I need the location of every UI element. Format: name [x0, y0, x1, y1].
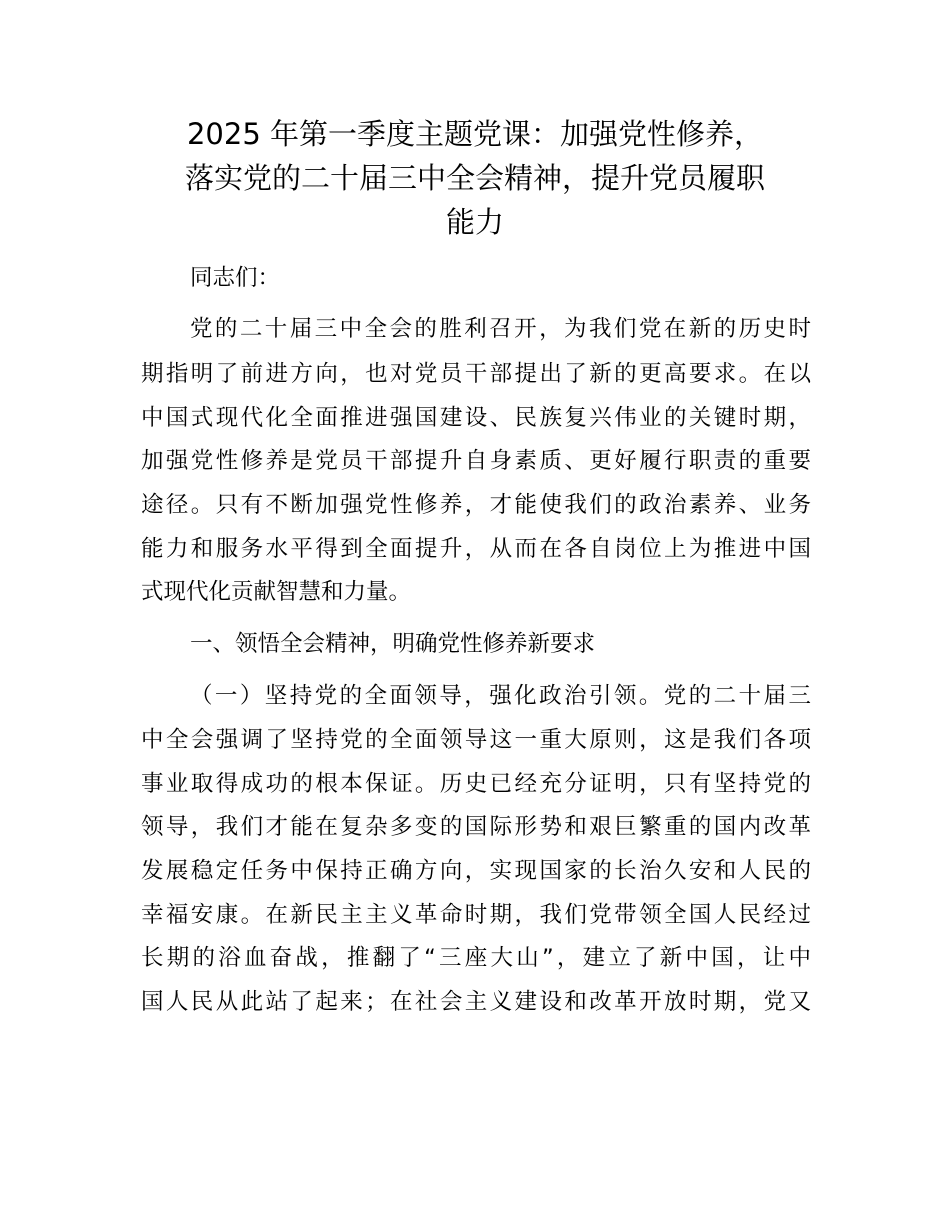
paragraph-line: 期指明了前进方向，也对党员干部提出了新的更高要求。在以	[141, 361, 811, 387]
title-line-3: 能力	[445, 205, 504, 239]
salutation: 同志们：	[190, 265, 281, 291]
paragraph-line: 中国式现代化全面推进强国建设、民族复兴伟业的关键时期，	[141, 405, 811, 431]
paragraph-line: 式现代化贡献智慧和力量。	[141, 579, 412, 605]
document-title	[140, 112, 810, 244]
subsection-line: 国人民从此站了起来；在社会主义建设和改革开放时期，党又	[141, 989, 811, 1015]
title-line-2: 落实党的二十届三中全会精神，提升党员履职	[184, 161, 765, 195]
subsection-line: 发展稳定任务中保持正确方向，实现国家的长治久安和人民的	[141, 858, 811, 884]
title-line-1: 2025 年第一季度主题党课：加强党性修养，	[186, 117, 764, 151]
subsection-line: 幸福安康。在新民主主义革命时期，我们党带领全国人民经过	[141, 902, 811, 928]
paragraph-line: 党的二十届三中全会的胜利召开，为我们党在新的历史时	[190, 316, 811, 342]
paragraph-line: 途径。只有不断加强党性修养，才能使我们的政治素养、业务	[141, 492, 811, 518]
subsection-line: 领导，我们才能在复杂多变的国际形势和艰巨繁重的国内改革	[141, 814, 811, 840]
paragraph-line: 能力和服务水平得到全面提升，从而在各自岗位上为推进中国	[141, 536, 811, 562]
section-heading: 一、领悟全会精神，明确党性修养新要求	[190, 631, 596, 657]
paragraph-line: 加强党性修养是党员干部提升自身素质、更好履行职责的重要	[141, 448, 811, 474]
subsection-line: 长期的浴血奋战，推翻了“三座大山”，建立了新中国，让中	[141, 945, 811, 971]
subsection-line: （一）坚持党的全面领导，强化政治引领。党的二十届三	[190, 683, 811, 709]
subsection-line: 事业取得成功的根本保证。历史已经充分证明，只有坚持党的	[141, 771, 811, 797]
subsection-line: 中全会强调了坚持党的全面领导这一重大原则，这是我们各项	[141, 727, 811, 753]
